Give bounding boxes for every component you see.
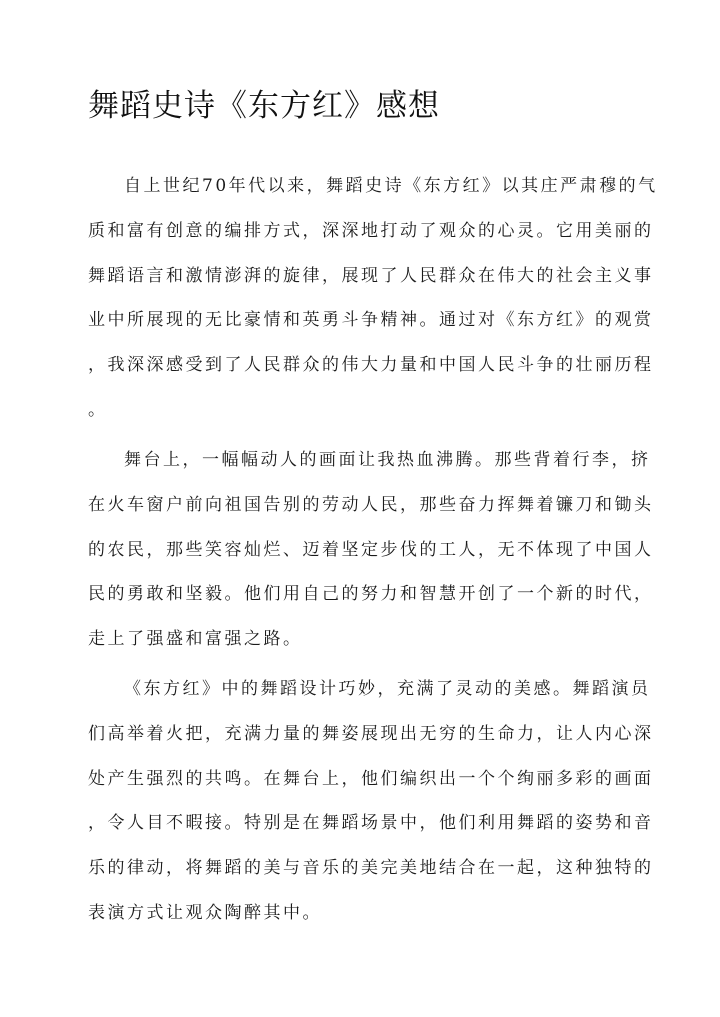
text-line: 表演方式让观众陶醉其中。	[88, 902, 322, 923]
paragraph-3	[88, 667, 654, 936]
document-title: 舞蹈史诗《东方红》感想	[88, 88, 440, 124]
text-line: 走上了强盛和富强之路。	[88, 629, 303, 650]
paragraph-1	[88, 164, 658, 433]
paragraph-2	[88, 438, 654, 662]
text-line: 自上世纪70年代以来，舞蹈史诗《东方红》以其庄严肃穆的气	[124, 176, 658, 196]
text-line: 舞蹈语言和激情澎湃的旋律，展现了人民群众在伟大的社会主义事	[88, 265, 654, 286]
text-line: 们高举着火把，充满力量的舞姿展现出无穷的生命力，让人内心深	[88, 723, 654, 744]
text-line: 的农民，那些笑容灿烂、迈着坚定步伐的工人，无不体现了中国人	[88, 539, 654, 560]
text-line: 舞台上，一幅幅动人的画面让我热血沸腾。那些背着行李，挤	[124, 450, 651, 470]
text-line: 乐的律动，将舞蹈的美与音乐的美完美地结合在一起，这种独特的	[88, 858, 654, 879]
text-line: 质和富有创意的编排方式，深深地打动了观众的心灵。它用美丽的	[88, 220, 654, 241]
text-line: 民的勇敢和坚毅。他们用自己的努力和智慧开创了一个新的时代，	[88, 584, 654, 605]
text-line: 业中所展现的无比豪情和英勇斗争精神。通过对《东方红》的观赏	[88, 310, 654, 331]
text-line: ，我深深感受到了人民群众的伟大力量和中国人民斗争的壮丽历程	[88, 355, 654, 376]
text-line: 。	[88, 399, 108, 420]
text-line: 处产生强烈的共鸣。在舞台上，他们编织出一个个绚丽多彩的画面	[88, 768, 654, 789]
text-line: 《东方红》中的舞蹈设计巧妙，充满了灵动的美感。舞蹈演员	[124, 679, 651, 699]
text-line: 在火车窗户前向祖国告别的劳动人民，那些奋力挥舞着镰刀和锄头	[88, 494, 654, 515]
text-line: ，令人目不暇接。特别是在舞蹈场景中，他们利用舞蹈的姿势和音	[88, 813, 654, 834]
